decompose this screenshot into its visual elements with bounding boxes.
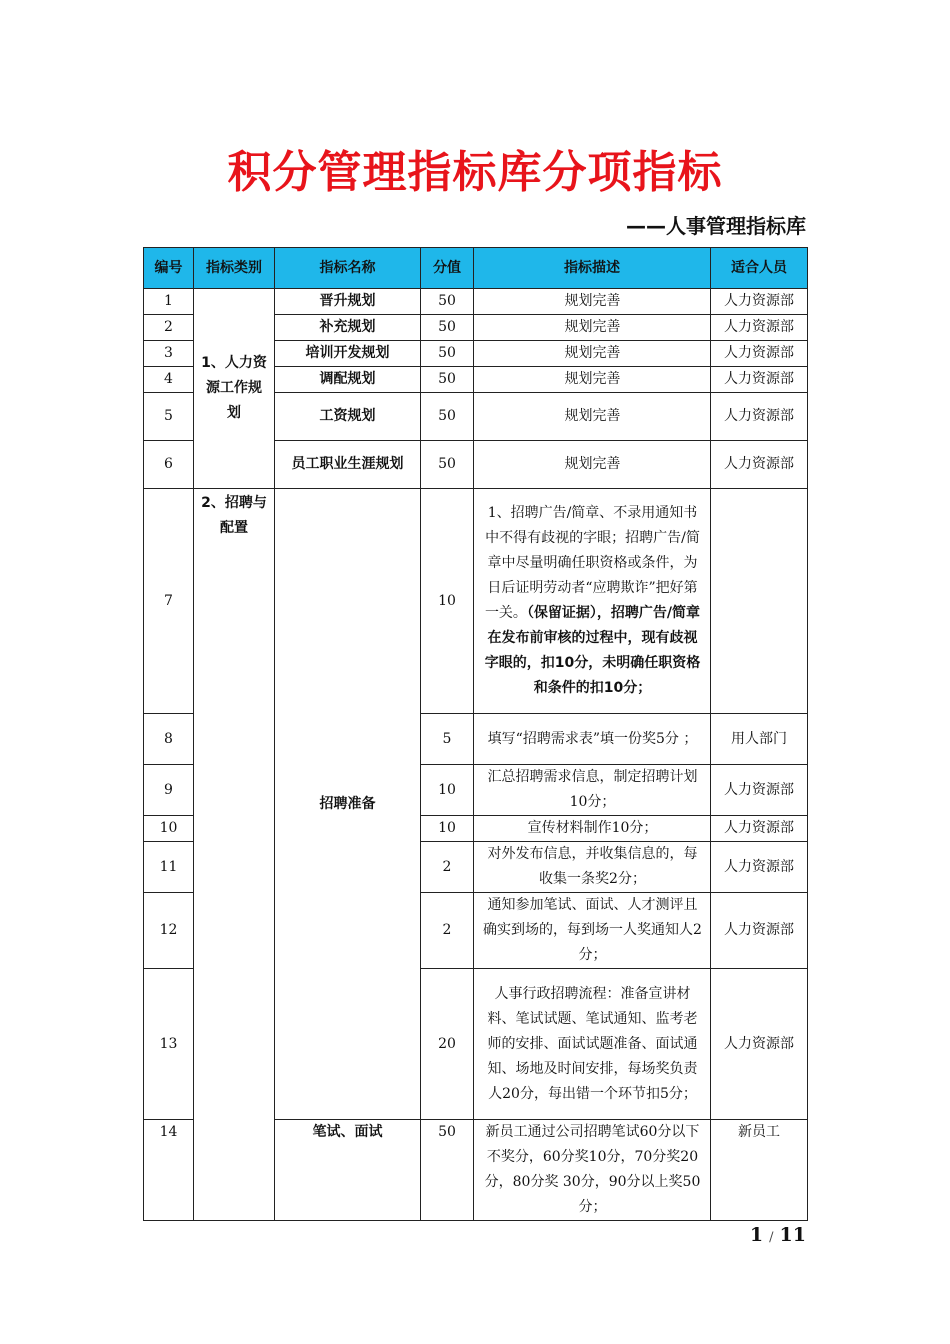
row-number: 12 (144, 893, 194, 969)
header-name: 指标名称 (275, 248, 421, 289)
description-cell: 规划完善 (474, 289, 711, 315)
applicable-cell: 人力资源部 (711, 441, 808, 489)
applicable-cell: 人力资源部 (711, 842, 808, 893)
page-total: 11 (779, 1224, 806, 1246)
row-number: 10 (144, 816, 194, 842)
score-cell: 50 (421, 315, 474, 341)
row-number: 7 (144, 489, 194, 714)
description-cell: 规划完善 (474, 393, 711, 441)
indicator-name: 招聘准备 (275, 489, 421, 1120)
applicable-cell: 人力资源部 (711, 393, 808, 441)
score-cell: 50 (421, 441, 474, 489)
score-cell: 2 (421, 893, 474, 969)
description-cell: 规划完善 (474, 315, 711, 341)
header-description: 指标描述 (474, 248, 711, 289)
indicator-name: 补充规划 (275, 315, 421, 341)
score-cell: 10 (421, 816, 474, 842)
row-number: 3 (144, 341, 194, 367)
category-cell: 2、招聘与配置 (194, 489, 275, 1221)
applicable-cell: 人力资源部 (711, 367, 808, 393)
applicable-cell: 用人部门 (711, 714, 808, 765)
description-cell: 填写“招聘需求表”填一份奖5分 ； (474, 714, 711, 765)
score-cell: 50 (421, 1120, 474, 1221)
score-cell: 50 (421, 289, 474, 315)
header-applicable: 适合人员 (711, 248, 808, 289)
applicable-cell: 人力资源部 (711, 341, 808, 367)
score-cell: 20 (421, 969, 474, 1120)
indicator-name: 调配规划 (275, 367, 421, 393)
table-row (144, 289, 808, 315)
indicator-name: 员工职业生涯规划 (275, 441, 421, 489)
score-cell: 10 (421, 765, 474, 816)
score-cell: 50 (421, 393, 474, 441)
applicable-cell: 人力资源部 (711, 816, 808, 842)
indicator-name: 工资规划 (275, 393, 421, 441)
applicable-cell (711, 489, 808, 714)
document-subtitle: ——人事管理指标库 (626, 214, 806, 238)
table-row (144, 489, 808, 714)
score-cell: 2 (421, 842, 474, 893)
applicable-cell: 人力资源部 (711, 969, 808, 1120)
indicator-name: 笔试、面试 (275, 1120, 421, 1221)
row-number: 8 (144, 714, 194, 765)
description-cell (474, 489, 711, 714)
description-text: 1、招聘广告/简章、不录用通知书中不得有歧视的字眼；招聘广告/简章中尽量明确任职资格或条件，为日后证明劳动者“应聘欺诈”把好第一关。 (484, 505, 700, 621)
applicable-cell: 新员工 (711, 1120, 808, 1221)
row-number: 4 (144, 367, 194, 393)
page-number (750, 1224, 806, 1246)
applicable-cell: 人力资源部 (711, 315, 808, 341)
row-number: 5 (144, 393, 194, 441)
header-score: 分值 (421, 248, 474, 289)
description-cell: 新员工通过公司招聘笔试60分以下不奖分，60分奖10分，70分奖20分，80分奖 30分，90分以上奖50分； (474, 1120, 711, 1221)
row-number: 14 (144, 1120, 194, 1221)
header-number: 编号 (144, 248, 194, 289)
indicator-table (143, 247, 808, 1221)
score-cell: 10 (421, 489, 474, 714)
page-current: 1 (749, 1224, 764, 1246)
description-cell: 规划完善 (474, 367, 711, 393)
score-cell: 50 (421, 341, 474, 367)
description-cell: 规划完善 (474, 441, 711, 489)
applicable-cell: 人力资源部 (711, 289, 808, 315)
category-cell: 1、人力资源工作规划 (194, 289, 275, 489)
indicator-name: 培训开发规划 (275, 341, 421, 367)
page-separator: / (769, 1230, 774, 1245)
row-number: 11 (144, 842, 194, 893)
applicable-cell: 人力资源部 (711, 765, 808, 816)
row-number: 13 (144, 969, 194, 1120)
indicator-name: 晋升规划 (275, 289, 421, 315)
description-cell: 宣传材料制作10分； (474, 816, 711, 842)
header-category: 指标类别 (194, 248, 275, 289)
description-emphasis: （保留证据），招聘广告/简章在发布前审核的过程中，现有歧视字眼的，扣10分，未明确任职资格和条件的扣10分； (484, 605, 701, 696)
row-number: 9 (144, 765, 194, 816)
description-cell: 对外发布信息，并收集信息的，每收集一条奖2分； (474, 842, 711, 893)
score-cell: 5 (421, 714, 474, 765)
row-number: 6 (144, 441, 194, 489)
description-cell: 汇总招聘需求信息，制定招聘计划10分； (474, 765, 711, 816)
description-cell: 人事行政招聘流程：准备宣讲材料、笔试试题、笔试通知、监考老师的安排、面试试题准备、面试通知、场地及时间安排，每场奖负责人20分，每出错一个环节扣5分； (474, 969, 711, 1120)
score-cell: 50 (421, 367, 474, 393)
row-number: 1 (144, 289, 194, 315)
applicable-cell: 人力资源部 (711, 893, 808, 969)
document-title: 积分管理指标库分项指标 (227, 147, 723, 198)
row-number: 2 (144, 315, 194, 341)
description-cell: 规划完善 (474, 341, 711, 367)
table-header-row (144, 248, 808, 289)
description-cell: 通知参加笔试、面试、人才测评且确实到场的，每到场一人奖通知人2分； (474, 893, 711, 969)
